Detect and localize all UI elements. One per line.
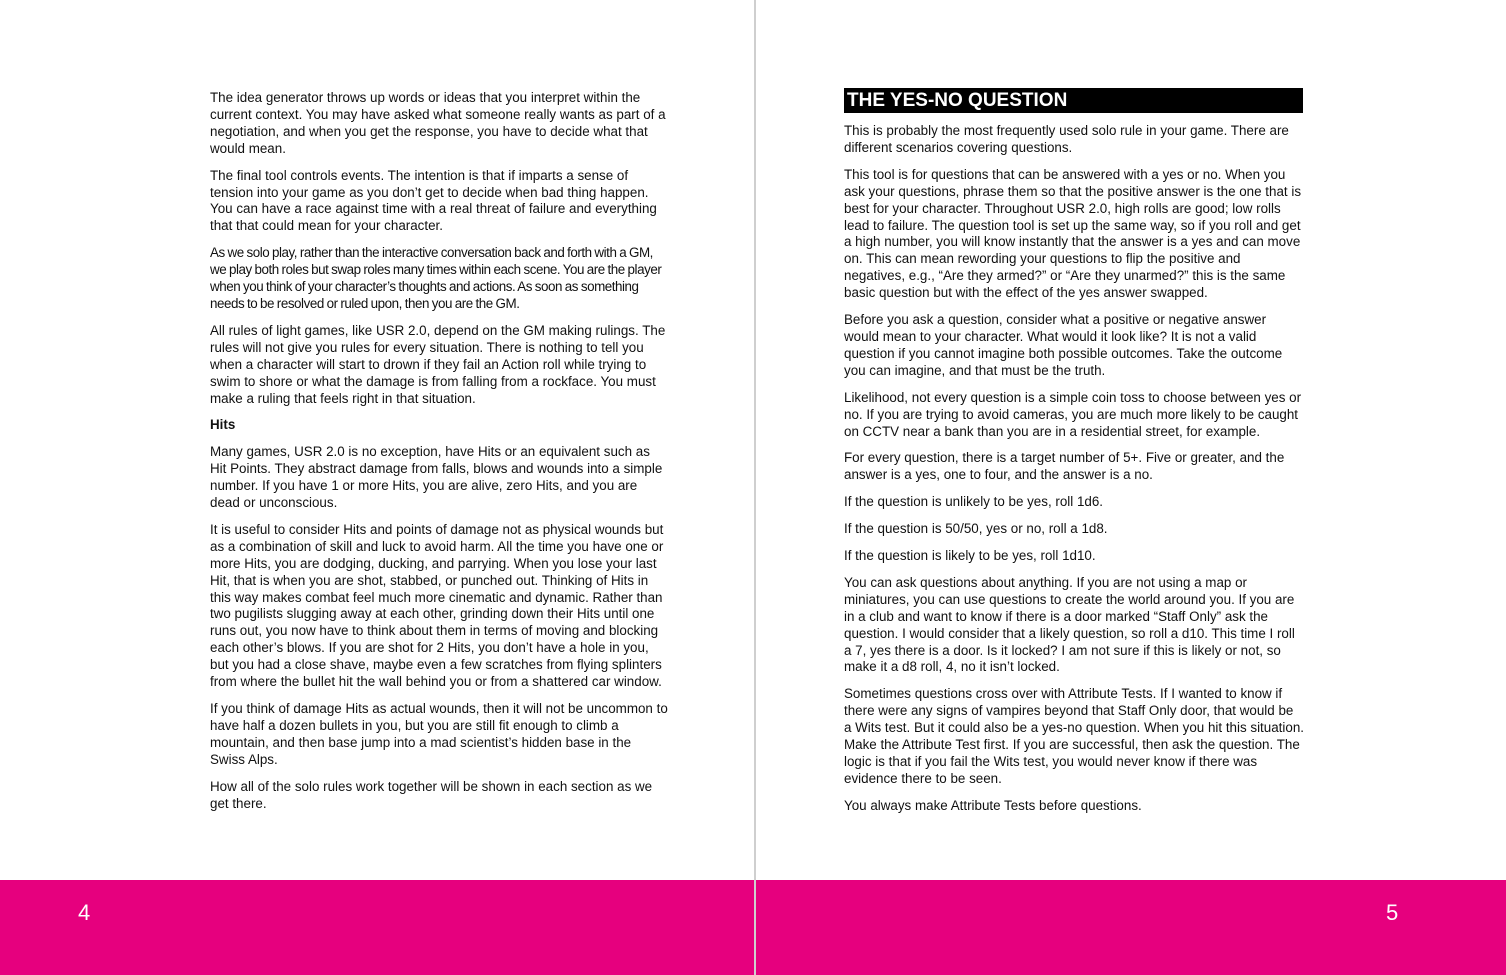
paragraph: Likelihood, not every question is a simple coin toss to choose between yes or no. If you are trying to avoid cameras, you are much more likely to be caught on CCTV near a bank than you are in a residential street, for example.: [844, 389, 1302, 439]
right-page-footer-band: [756, 880, 1506, 975]
right-page-body: [844, 88, 1304, 825]
left-page-footer-band: [0, 880, 754, 975]
page-number-right: 5: [1386, 900, 1399, 925]
paragraph: This is probably the most frequently used solo rule in your game. There are different scenarios covering questions.: [844, 123, 1289, 155]
paragraph: As we solo play, rather than the interactive conversation back and forth with a GM, we play both roles but swap roles many times within each scene. You are the player when you think of your character’s thoughts and actions. As soon as something needs to be resolved or ruled upon, then you are the GM.: [210, 245, 662, 311]
section-title: THE YES-NO QUESTION: [844, 88, 1303, 113]
paragraph: It is useful to consider Hits and points of damage not as physical wounds but as a combination of skill and luck to avoid harm. All the time you have one or more Hits, you are dodging, ducking, and parrying. When you lose your last Hit, that is when you are shot, stabbed, or punched out. Thinking of Hits in this way makes combat feel much more cinematic and dynamic. Rather than two pugilists slugging away at each other, grinding down their Hits until one runs out, you now have to think about them in terms of moving and blocking each other’s blows. If you are shot for 2 Hits, you don’t have a hole in you, but you had a close shave, maybe even a few scratches from flying splinters from where the bullet hit the wall behind you or from a shattered car window.: [210, 521, 664, 690]
paragraph: Sometimes questions cross over with Attribute Tests. If I wanted to know if there were any signs of vampires beyond that Staff Only door, that would be a Wits test. But it could also be a yes-no question. When you hit this situation. Make the Attribute Test first. If you are successful, then ask the question. The logic is that if you fail the Wits test, you would never know if there was evidence there to be seen.: [844, 686, 1304, 786]
paragraph: This tool is for questions that can be answered with a yes or no. When you ask your questions, phrase them so that the positive answer is the one that is best for your character. Throughout USR 2.0, high rolls are good; low rolls lead to failure. The question tool is set up the same way, so if you roll and get a high number, you will know instantly that the answer is a yes and can move on. This can mean rewording your questions to flip the positive and negatives, e.g., “Are they armed?” or “Are they unarmed?” this is the same basic question but with the effect of the yes answer swapped.: [844, 166, 1302, 301]
paragraph: How all of the solo rules work together will be shown in each section as we get there.: [210, 778, 653, 811]
paragraph: For every question, there is a target number of 5+. Five or greater, and the answer is a yes, one to four, and the answer is a no.: [844, 450, 1285, 483]
right-page: [756, 0, 1506, 975]
paragraph: If you think of damage Hits as actual wounds, then it will not be uncommon to have half a dozen bullets in you, but you are still fit enough to climb a mountain, and then base jump into a mad scientist’s hidden base in the Swiss Alps.: [210, 701, 668, 767]
page-number-left: 4: [78, 900, 91, 925]
paragraph: The idea generator throws up words or ideas that you interpret within the current context. You may have asked what someone really wants as part of a negotiation, and when you get the response, you have to decide what that would mean.: [210, 90, 666, 156]
paragraph: All rules of light games, like USR 2.0, depend on the GM making rulings. The rules will not give you rules for every situation. There is nothing to tell you when a character will start to drown if they fail an Action roll while trying to swim to shore or what the damage is from falling from a rockface. You must make a ruling that feels right in that situation.: [210, 322, 666, 406]
paragraph: The final tool controls events. The intention is that if imparts a sense of tension into your game as you don’t get to decide when bad thing happen. You can have a race against time with a real threat of failure and everything that that could mean for your character.: [210, 167, 657, 234]
subheading-hits: Hits: [210, 417, 236, 433]
paragraph: You can ask questions about anything. If you are not using a map or miniatures, you can use questions to create the world around you. If you are in a club and want to know if there is a door marked “Staff Only” ask the question. I would consider that a likely question, so roll a d10. This time I roll a 7, yes there is a door. Is it locked? I am not sure if this is likely or not, so make it a d8 roll, 4, no it isn’t locked.: [844, 574, 1295, 675]
paragraph: If the question is unlikely to be yes, roll 1d6.: [844, 494, 1104, 510]
paragraph: If the question is likely to be yes, roll 1d10.: [844, 548, 1096, 564]
paragraph: Many games, USR 2.0 is no exception, have Hits or an equivalent such as Hit Points. They abstract damage from falls, blows and wounds into a simple number. If you have 1 or more Hits, you are alive, zero Hits, and you are dead or unconscious.: [210, 444, 663, 511]
paragraph: You always make Attribute Tests before questions.: [844, 797, 1142, 813]
paragraph: If the question is 50/50, yes or no, roll a 1d8.: [844, 521, 1108, 537]
left-page-body: [210, 90, 668, 822]
paragraph: Before you ask a question, consider what a positive or negative answer would mean to your character. What would it look like? It is not a valid question if you cannot imagine both possible outcomes. Take the outcome you can imagine, and that must be the truth.: [844, 312, 1283, 378]
